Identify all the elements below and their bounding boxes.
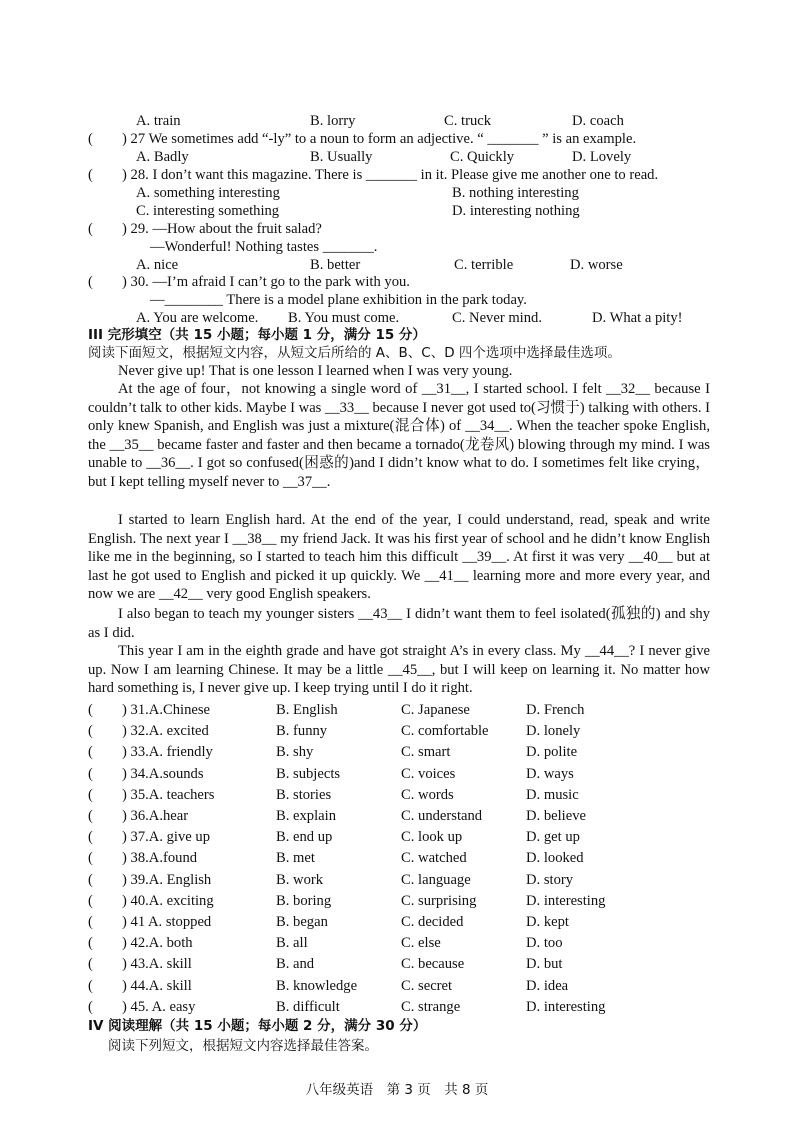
cloze-35-question-number: ( ) 35.A. teachers xyxy=(88,787,215,803)
cloze-44-option-c: C. secret xyxy=(401,978,453,994)
passage-paragraph-4: I also began to teach my younger sisters __43__ I didn’t want them to feel isolated(孤独的) and shy as I did. xyxy=(88,606,710,641)
cloze-31-option-d: D. French xyxy=(526,702,585,718)
q27-options xyxy=(88,148,724,166)
q28-option-a: A. something interesting xyxy=(136,185,280,201)
cloze-36-option-b: B. explain xyxy=(276,808,336,824)
q29-option-b: B. better xyxy=(310,257,361,273)
q29-stem xyxy=(88,220,724,238)
cloze-33-option-d: D. polite xyxy=(526,744,578,760)
cloze-31-option-b: B. English xyxy=(276,702,338,718)
cloze-39-option-c: C. language xyxy=(401,872,471,888)
section-4-instruction: 阅读下列短文，根据短文内容选择最佳答案。 xyxy=(108,1038,378,1054)
q27-option-b: B. Usually xyxy=(310,149,373,165)
cloze-38-option-b: B. met xyxy=(276,850,315,866)
q29-line-1: —How about the fruit salad? xyxy=(148,221,322,237)
q27-option-a: A. Badly xyxy=(136,149,189,165)
cloze-37-option-c: C. look up xyxy=(401,829,463,845)
cloze-42-question-number: ( ) 42.A. both xyxy=(88,935,193,951)
q29-option-c: C. terrible xyxy=(454,257,514,273)
cloze-41-question-number: ( ) 41 A. stopped xyxy=(88,914,212,930)
q29-option-a: A. nice xyxy=(136,257,179,273)
cloze-45-option-c: C. strange xyxy=(401,999,461,1015)
section-4-title: IV 阅读理解（共 15 小题；每小题 2 分，满分 30 分） xyxy=(88,1018,427,1034)
q29-line-2: —Wonderful! Nothing tastes _______. xyxy=(150,239,378,255)
cloze-37-question-number: ( ) 37.A. give up xyxy=(88,829,211,845)
cloze-41-option-d: D. kept xyxy=(526,914,569,930)
cloze-39-option-d: D. story xyxy=(526,872,574,888)
q29-line-2-row xyxy=(88,238,724,256)
cloze-45-option-b: B. difficult xyxy=(276,999,340,1015)
cloze-42-option-b: B. all xyxy=(276,935,308,951)
cloze-43-option-d: D. but xyxy=(526,956,563,972)
cloze-35-option-d: D. music xyxy=(526,787,579,803)
cloze-38-question-number: ( ) 38.A.found xyxy=(88,850,198,866)
q27-option-d: D. Lovely xyxy=(572,149,632,165)
page-footer: 八年级英语 第 3 页 共 8 页 xyxy=(305,1082,489,1098)
q27-text: We sometimes add “-ly” to a noun to form an adjective. “ _______ ” is an example. xyxy=(145,131,637,147)
cloze-43-option-b: B. and xyxy=(276,956,315,972)
cloze-31-option-c: C. Japanese xyxy=(401,702,470,718)
cloze-37-option-d: D. get up xyxy=(526,829,580,845)
cloze-39-question-number: ( ) 39.A. English xyxy=(88,872,212,888)
cloze-36-option-c: C. understand xyxy=(401,808,483,824)
q28-stem xyxy=(88,166,724,184)
cloze-34-option-c: C. voices xyxy=(401,766,456,782)
q26-option-a: A. train xyxy=(136,113,181,129)
section-3-instruction: 阅读下面短文，根据短文内容，从短文后所给的 A、B、C、D 四个选项中选择最佳选项。 xyxy=(88,345,621,361)
q28-option-d: D. interesting nothing xyxy=(452,203,580,219)
cloze-36-question-number: ( ) 36.A.hear xyxy=(88,808,189,824)
cloze-42-option-d: D. too xyxy=(526,935,563,951)
q30-stem xyxy=(88,273,724,291)
q30-option-c: C. Never mind. xyxy=(452,310,542,326)
cloze-37-option-b: B. end up xyxy=(276,829,333,845)
cloze-45-option-d: D. interesting xyxy=(526,999,606,1015)
cloze-44-question-number: ( ) 44.A. skill xyxy=(88,978,192,994)
cloze-43-option-c: C. because xyxy=(401,956,465,972)
cloze-34-option-b: B. subjects xyxy=(276,766,341,782)
cloze-34-option-d: D. ways xyxy=(526,766,574,782)
passage-paragraph-3: I started to learn English hard. At the end of the year, I could understand, read, speak and write English. The next year I __38__ my friend Jack. It was his first year of school and he didn’t know English like me in the beginning, so I started to teach him this difficult __39__. At first it was very __40__ but at last he got used to English and picked it up quickly. We __41__ learning more and more every year, and now we are __42__ very good English speakers. xyxy=(88,512,710,603)
passage-paragraph-5: This year I am in the eighth grade and have got straight A’s in every class. My __44__? I never give up. Now I am learning Chinese. It may be a little __45__, but I will keep on learning it. No matter how hard something is, I never give up. I keep trying until I do it right. xyxy=(88,643,710,697)
cloze-41-option-b: B. began xyxy=(276,914,328,930)
q28-number: ( ) 28. xyxy=(88,167,149,183)
q28-options-ab xyxy=(88,184,724,202)
cloze-32-option-c: C. comfortable xyxy=(401,723,489,739)
cloze-33-option-b: B. shy xyxy=(276,744,314,760)
q30-option-a: A. You are welcome. xyxy=(136,310,259,326)
cloze-42-option-c: C. else xyxy=(401,935,441,951)
cloze-33-option-c: C. smart xyxy=(401,744,451,760)
cloze-41-option-c: C. decided xyxy=(401,914,464,930)
cloze-31-question-number: ( ) 31.A.Chinese xyxy=(88,702,211,718)
section-3-title: III 完形填空（共 15 小题；每小题 1 分，满分 15 分） xyxy=(88,327,426,343)
cloze-33-question-number: ( ) 33.A. friendly xyxy=(88,744,213,760)
cloze-40-option-b: B. boring xyxy=(276,893,332,909)
cloze-43-question-number: ( ) 43.A. skill xyxy=(88,956,192,972)
q26-option-b: B. lorry xyxy=(310,113,356,129)
q28-option-c: C. interesting something xyxy=(136,203,280,219)
q29-options xyxy=(88,256,724,274)
q27-number: ( ) 27 xyxy=(88,131,146,147)
q28-text: I don’t want this magazine. There is _______ in it. Please give me another one to read. xyxy=(148,167,659,183)
cloze-44-option-b: B. knowledge xyxy=(276,978,358,994)
cloze-38-option-d: D. looked xyxy=(526,850,584,866)
cloze-32-option-d: D. lonely xyxy=(526,723,581,739)
passage-paragraph-2: At the age of four，not knowing a single word of __31__, I started school. I felt __32__ because I couldn’t talk to other kids. Maybe I was __33__ because I never got used to(习惯于) talking with others. I only knew Spanish, and English was just a mixture(混合体) of __34__. When the teacher spoke English, the __35__ became faster and faster and then became a tornado(龙卷风) blowing through my mind. I was unable to __36__. I got so confused(困惑的)and I didn’t know what to do. I sometimes felt like crying，but I kept telling myself never to __37__. xyxy=(88,381,710,490)
passage-paragraph-1: Never give up! That is one lesson I learned when I was very young. xyxy=(118,363,513,379)
q29-option-d: D. worse xyxy=(570,257,623,273)
cloze-44-option-d: D. idea xyxy=(526,978,569,994)
cloze-40-option-c: C. surprising xyxy=(401,893,477,909)
q30-number: ( ) 30. xyxy=(88,274,149,290)
cloze-35-option-b: B. stories xyxy=(276,787,332,803)
q30-line-2-row xyxy=(88,291,724,309)
cloze-39-option-b: B. work xyxy=(276,872,324,888)
q27-option-c: C. Quickly xyxy=(450,149,515,165)
cloze-32-option-b: B. funny xyxy=(276,723,328,739)
cloze-40-question-number: ( ) 40.A. exciting xyxy=(88,893,214,909)
q29-number: ( ) 29. xyxy=(88,221,149,237)
cloze-38-option-c: C. watched xyxy=(401,850,467,866)
q26-options xyxy=(88,112,724,130)
q27-stem xyxy=(88,130,724,148)
q26-option-c: C. truck xyxy=(444,113,492,129)
q28-options-cd xyxy=(88,202,724,220)
cloze-40-option-d: D. interesting xyxy=(526,893,606,909)
q28-option-b: B. nothing interesting xyxy=(452,185,579,201)
cloze-45-question-number: ( ) 45. A. easy xyxy=(88,999,196,1015)
cloze-34-question-number: ( ) 34.A.sounds xyxy=(88,766,204,782)
q30-line-2: —________ There is a model plane exhibition in the park today. xyxy=(150,292,527,308)
q26-option-d: D. coach xyxy=(572,113,624,129)
q30-option-b: B. You must come. xyxy=(288,310,400,326)
cloze-36-option-d: D. believe xyxy=(526,808,586,824)
q30-line-1: —I’m afraid I can’t go to the park with you. xyxy=(148,274,410,290)
cloze-35-option-c: C. words xyxy=(401,787,454,803)
q30-options xyxy=(88,309,724,327)
q30-option-d: D. What a pity! xyxy=(592,310,683,326)
cloze-32-question-number: ( ) 32.A. excited xyxy=(88,723,209,739)
